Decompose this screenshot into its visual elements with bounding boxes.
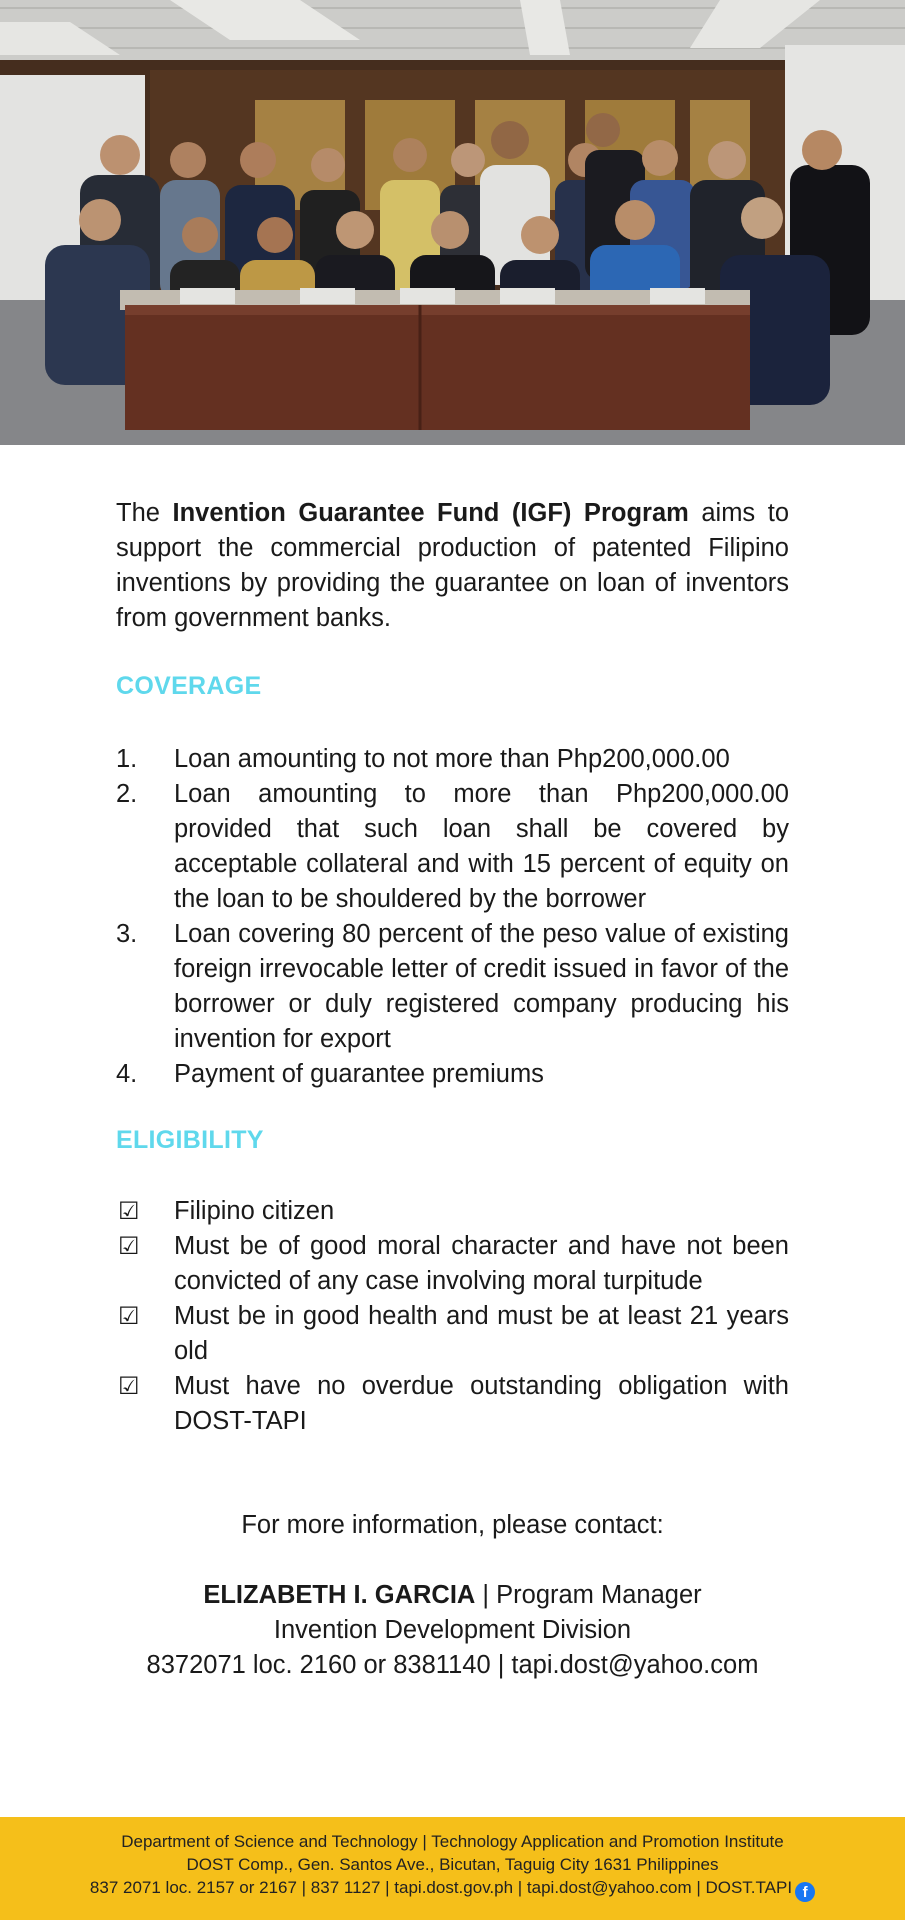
contact-intro: For more information, please contact: <box>241 1511 664 1539</box>
contact-block <box>0 1578 905 1683</box>
coverage-item-text: Payment of guarantee premiums <box>174 1060 544 1088</box>
footer-line-3 <box>0 1876 905 1902</box>
footer <box>0 1817 905 1920</box>
coverage-item <box>116 777 789 917</box>
contact-name: ELIZABETH I. GARCIA <box>203 1581 476 1609</box>
footer-line-1: Department of Science and Technology | Technology Application and Promotion Institute <box>121 1832 784 1851</box>
eligibility-item-text: Must be in good health and must be at least 21 years old <box>174 1302 789 1365</box>
coverage-item-text: Loan covering 80 percent of the peso value of existing foreign irrevocable letter of credit issued in favor of the borrower or duly registered company producing his invention for export <box>174 920 789 1053</box>
coverage-item <box>116 917 789 1057</box>
coverage-item-text: Loan amounting to not more than Php200,000.00 <box>174 745 730 773</box>
coverage-item-number: 4. <box>116 1060 138 1088</box>
eligibility-heading: ELIGIBILITY <box>116 1126 264 1154</box>
footer-line-2: DOST Comp., Gen. Santos Ave., Bicutan, Taguig City 1631 Philippines <box>186 1855 719 1874</box>
contact-division: Invention Development Division <box>273 1616 632 1644</box>
intro-pre: The <box>116 499 173 527</box>
eligibility-item-text: Filipino citizen <box>174 1197 335 1225</box>
eligibility-item <box>116 1369 789 1439</box>
checkbox-icon: ☑ <box>118 1198 140 1225</box>
coverage-item <box>116 742 789 777</box>
footer-contact-text: 837 2071 loc. 2157 or 2167 | 837 1127 | tapi.dost.gov.ph | tapi.dost@yahoo.com | DOST.TAPI <box>89 1878 793 1897</box>
eligibility-item <box>116 1299 789 1369</box>
eligibility-item-text: Must have no overdue outstanding obligation with DOST-TAPI <box>174 1372 789 1435</box>
checkbox-icon: ☑ <box>118 1373 140 1400</box>
coverage-item-text: Loan amounting to more than Php200,000.00 provided that such loan shall be covered by acceptable collateral and with 15 percent of equity on the loan to be shouldered by the borrower <box>174 780 789 913</box>
checkbox-icon: ☑ <box>118 1303 140 1330</box>
main-content <box>116 496 789 1435</box>
intro-paragraph <box>116 496 789 636</box>
eligibility-item-text: Must be of good moral character and have not been convicted of any case involving moral turpitude <box>174 1232 789 1295</box>
coverage-item-number: 2. <box>116 780 138 808</box>
contact-name-line <box>0 1578 905 1613</box>
group-photo-illustration <box>0 0 905 445</box>
coverage-item-number: 1. <box>116 745 138 773</box>
group-photo <box>0 0 905 445</box>
contact-phone-email: 8372071 loc. 2160 or 8381140 | tapi.dost@yahoo.com <box>146 1651 759 1679</box>
intro-post: aims to support the commercial production of patented Filipino inventions by providing the guarantee on loan of inventors from government banks. <box>116 499 789 632</box>
eligibility-item <box>116 1194 789 1229</box>
program-name: Invention Guarantee Fund (IGF) Program <box>172 499 689 527</box>
coverage-item-number: 3. <box>116 920 138 948</box>
coverage-list <box>116 742 789 1092</box>
coverage-item <box>116 1057 789 1092</box>
checkbox-icon: ☑ <box>118 1233 140 1260</box>
contact-role: | Program Manager <box>475 1581 702 1609</box>
eligibility-item <box>116 1229 789 1299</box>
eligibility-list <box>116 1194 789 1439</box>
coverage-heading: COVERAGE <box>116 672 262 700</box>
facebook-icon[interactable]: f <box>795 1882 815 1902</box>
